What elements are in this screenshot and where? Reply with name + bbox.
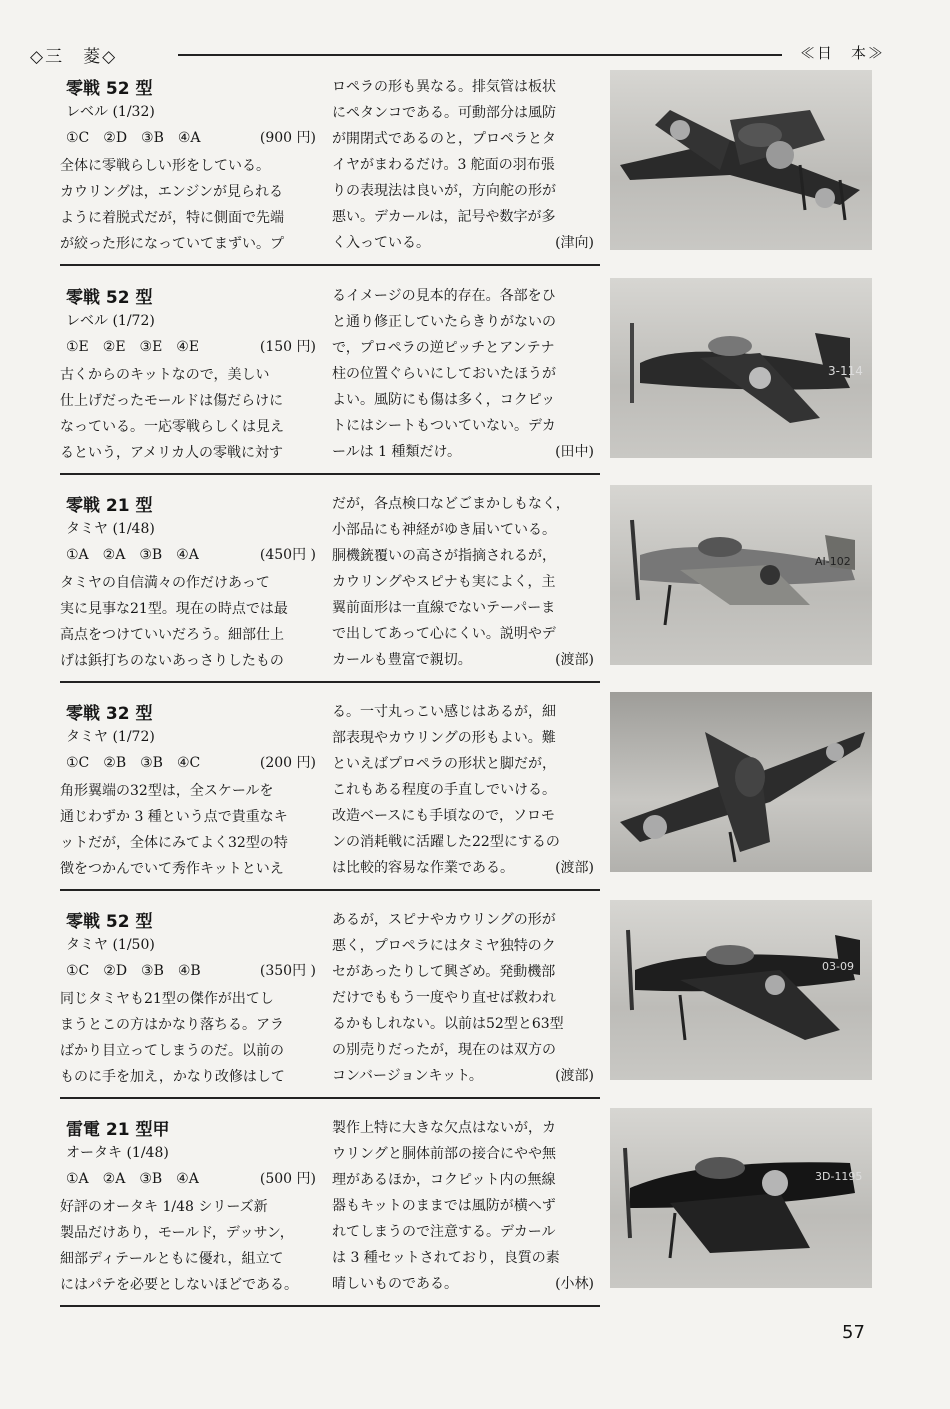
- text-line: タミヤの自信満々の作だけあって: [60, 575, 270, 591]
- kit-title: 零戦 32 型: [66, 704, 153, 724]
- text-line: にペタンコである。可動部分は風防: [332, 105, 556, 121]
- text-line-end: く入っている。: [332, 235, 430, 251]
- kit-price: (150 円): [259, 339, 316, 355]
- text-line: 全体に零戦らしい形をしている。: [60, 158, 270, 174]
- kit-maker: タミヤ (1/50): [66, 937, 155, 953]
- text-line-end: コンバージョンキット。: [332, 1068, 483, 1084]
- text-line: なっている。一応零戦らしくは見え: [60, 419, 284, 435]
- text-line: 徴をつかんでいて秀作キットといえ: [60, 861, 284, 877]
- text-line: [332, 647, 594, 673]
- text-line: るという，アメリカ人の零戦に対す: [60, 445, 284, 461]
- zero-model-image: [610, 692, 872, 872]
- text-line: 好評のオータキ 1/48 シリーズ新: [60, 1199, 268, 1215]
- text-line: ものに手を加え，かなり改修はして: [60, 1069, 285, 1085]
- section-rule: [60, 1097, 600, 1099]
- plane-marking: AI-102: [815, 555, 851, 568]
- text-line: るイメージの見本的存在。各部をひ: [332, 288, 556, 304]
- text-line: 細部ディテールともに優れ，組立て: [60, 1251, 284, 1267]
- text-line: 高点をつけていいだろう。細部仕上: [60, 627, 284, 643]
- rating-grades: ①E ②E ③E ④E: [66, 339, 200, 355]
- review-text-right: [332, 74, 594, 256]
- text-line-end: カールも豊富で親切。: [332, 652, 472, 668]
- text-line: る。一寸丸っこい感じはあるが，細: [332, 704, 556, 720]
- text-line: るかもしれない。以前は52型と63型: [332, 1016, 564, 1032]
- review-author: (渡部): [555, 652, 594, 668]
- model-photo: [610, 485, 872, 665]
- text-line: が開閉式であるのと，プロペラとタ: [332, 131, 556, 147]
- kit-price: (450円 ): [259, 547, 316, 563]
- text-line: あるが，スピナやカウリングの形が: [332, 912, 556, 928]
- text-line: りの表現法は良いが，方向舵の形が: [332, 183, 556, 199]
- text-line: ばかり目立ってしまうのだ。以前の: [60, 1043, 284, 1059]
- zero-model-image: [610, 70, 872, 250]
- text-line: だが，各点検口などごまかしもなく，: [332, 496, 570, 512]
- text-line: これもある程度の手直しでいける。: [332, 782, 556, 798]
- header-rule: [178, 54, 782, 56]
- review-text-left: [60, 986, 318, 1090]
- text-line-end: 晴しいものである。: [332, 1276, 458, 1292]
- text-line: ように着脱式だが，特に側面で先端: [60, 210, 284, 226]
- text-line-end: は比較的容易な作業である。: [332, 860, 514, 876]
- kit-ratings: [66, 336, 316, 356]
- rating-grades: ①A ②A ③B ④A: [66, 1171, 199, 1187]
- model-photo: [610, 692, 872, 872]
- review-author: (渡部): [555, 1068, 594, 1084]
- model-photo: [610, 900, 872, 1080]
- model-photo: [610, 70, 872, 250]
- section-rule: [60, 264, 600, 266]
- text-line: まうとこの方はかなり落ちる。アラ: [60, 1017, 284, 1033]
- kit-maker: レベル (1/72): [66, 313, 155, 329]
- text-line: 柱の位置ぐらいにしておいたほうが: [332, 366, 556, 382]
- zero-model-image: [610, 485, 872, 665]
- review-author: (渡部): [555, 860, 594, 876]
- text-line: [332, 1063, 594, 1089]
- kit-price: (350円 ): [259, 963, 316, 979]
- kit-title: 零戦 52 型: [66, 288, 153, 308]
- kit-price: (500 円): [259, 1171, 316, 1187]
- kit-ratings: [66, 752, 316, 772]
- rating-grades: ①C ②D ③B ④B: [66, 963, 201, 979]
- text-line: で出してあって心にくい。説明やデ: [332, 626, 556, 642]
- plane-marking: 3-114: [828, 364, 863, 378]
- text-line: イヤがまわるだけ。3 舵面の羽布張: [332, 157, 555, 173]
- kit-title: 雷電 21 型甲: [66, 1120, 170, 1140]
- kit-maker: タミヤ (1/72): [66, 729, 155, 745]
- rating-grades: ①C ②B ③B ④C: [66, 755, 201, 771]
- text-line: ンの消耗戦に活躍した22型にするの: [332, 834, 560, 850]
- kit-title: 零戦 52 型: [66, 912, 153, 932]
- review-text-left: [60, 778, 318, 882]
- text-line: ロペラの形も異なる。排気管は板状: [332, 79, 556, 95]
- text-line: ウリングと胴体前部の接合にやや無: [332, 1146, 556, 1162]
- review-author: (小林): [555, 1276, 594, 1292]
- review-text-left: [60, 1194, 318, 1298]
- kit-maker: タミヤ (1/48): [66, 521, 155, 537]
- review-text-left: [60, 153, 318, 257]
- text-line: 悪く，プロペラにはタミヤ独特のク: [332, 938, 556, 954]
- section-rule: [60, 1305, 600, 1307]
- kit-ratings: [66, 544, 316, 564]
- raiden-model-image: [610, 1108, 872, 1288]
- review-author: (田中): [555, 444, 594, 460]
- text-line: と通り修正していたらきりがないの: [332, 314, 556, 330]
- text-line: は 3 種セットされており，良質の素: [332, 1250, 560, 1266]
- page-number: 57: [842, 1322, 865, 1343]
- text-line: で，プロペラの逆ピッチとアンテナ: [332, 340, 555, 356]
- text-line: 胴機銃覆いの高さが指摘されるが，: [332, 548, 556, 564]
- text-line: 理があるほか，コクピット内の無線: [332, 1172, 556, 1188]
- text-line: にはパテを必要としないほどである。: [60, 1277, 298, 1293]
- text-line: 部表現やカウリングの形もよい。難: [332, 730, 556, 746]
- kit-ratings: [66, 127, 316, 147]
- review-text-left: [60, 362, 318, 466]
- text-line: トにはシートもついていない。デカ: [332, 418, 556, 434]
- text-line: 実に見事な21型。現在の時点では最: [60, 601, 288, 617]
- text-line: 小部品にも神経がゆき届いている。: [332, 522, 556, 538]
- text-line: [332, 439, 594, 465]
- text-line: 通じわずか 3 種という点で貴重なキ: [60, 809, 288, 825]
- text-line: れてしまうので注意する。デカール: [332, 1224, 556, 1240]
- text-line: カウリングやスピナも実によく，主: [332, 574, 556, 590]
- plane-marking: 03-09: [822, 960, 854, 973]
- text-line: [332, 1271, 594, 1297]
- plane-marking: 3D-1195: [815, 1170, 863, 1183]
- review-text-right: [332, 907, 594, 1089]
- model-photo: [610, 278, 872, 458]
- zero-model-image: [610, 278, 872, 458]
- kit-title: 零戦 52 型: [66, 79, 153, 99]
- kit-price: (900 円): [259, 130, 316, 146]
- text-line: 仕上げだったモールドは傷だらけに: [60, 393, 284, 409]
- text-line: 改造ベースにも手頃なので，ソロモ: [332, 808, 556, 824]
- text-line: 悪い。デカールは，記号や数字が多: [332, 209, 556, 225]
- rating-grades: ①C ②D ③B ④A: [66, 130, 201, 146]
- text-line: だけでももう一度やり直せば救われ: [332, 990, 556, 1006]
- text-line-end: ールは 1 種類だけ。: [332, 444, 461, 460]
- rating-grades: ①A ②A ③B ④A: [66, 547, 199, 563]
- text-line: げは鋲打ちのないあっさりしたもの: [60, 653, 284, 669]
- text-line: 翼前面形は一直線でないテーパーま: [332, 600, 556, 616]
- text-line: 製品だけあり，モールド，デッサン，: [60, 1225, 294, 1241]
- country-header: ≪日 本≫: [800, 44, 886, 62]
- text-line: [332, 855, 594, 881]
- review-text-right: [332, 1115, 594, 1297]
- text-line: 製作上特に大きな欠点はないが，カ: [332, 1120, 556, 1136]
- text-line: 器もキットのままでは風防が横へず: [332, 1198, 556, 1214]
- review-author: (津向): [555, 235, 594, 251]
- section-rule: [60, 473, 600, 475]
- text-line: ットだが，全体にみてよく32型の特: [60, 835, 288, 851]
- model-photo: [610, 1108, 872, 1288]
- text-line: の別売りだったが，現在のは双方の: [332, 1042, 556, 1058]
- review-text-left: [60, 570, 318, 674]
- review-text-right: [332, 699, 594, 881]
- section-rule: [60, 681, 600, 683]
- kit-title: 零戦 21 型: [66, 496, 153, 516]
- text-line: セがあったりして興ざめ。発動機部: [332, 964, 556, 980]
- text-line: [332, 230, 594, 256]
- kit-ratings: [66, 960, 316, 980]
- review-text-right: [332, 283, 594, 465]
- text-line: よい。風防にも傷は多く，コクピッ: [332, 392, 556, 408]
- kit-ratings: [66, 1168, 316, 1188]
- text-line: 角形翼端の32型は，全スケールを: [60, 783, 274, 799]
- text-line: 古くからのキットなので，美しい: [60, 367, 270, 383]
- kit-price: (200 円): [259, 755, 316, 771]
- series-header: ◇三 菱◇: [30, 47, 118, 67]
- kit-maker: オータキ (1/48): [66, 1145, 169, 1161]
- zero-model-image: [610, 900, 872, 1080]
- kit-maker: レベル (1/32): [66, 104, 155, 120]
- text-line: といえばプロペラの形状と脚だが，: [332, 756, 556, 772]
- text-line: が絞った形になっていてまずい。プ: [60, 236, 284, 252]
- section-rule: [60, 889, 600, 891]
- review-text-right: [332, 491, 594, 673]
- text-line: カウリングは，エンジンが見られる: [60, 184, 284, 200]
- text-line: 同じタミヤも21型の傑作が出てし: [60, 991, 274, 1007]
